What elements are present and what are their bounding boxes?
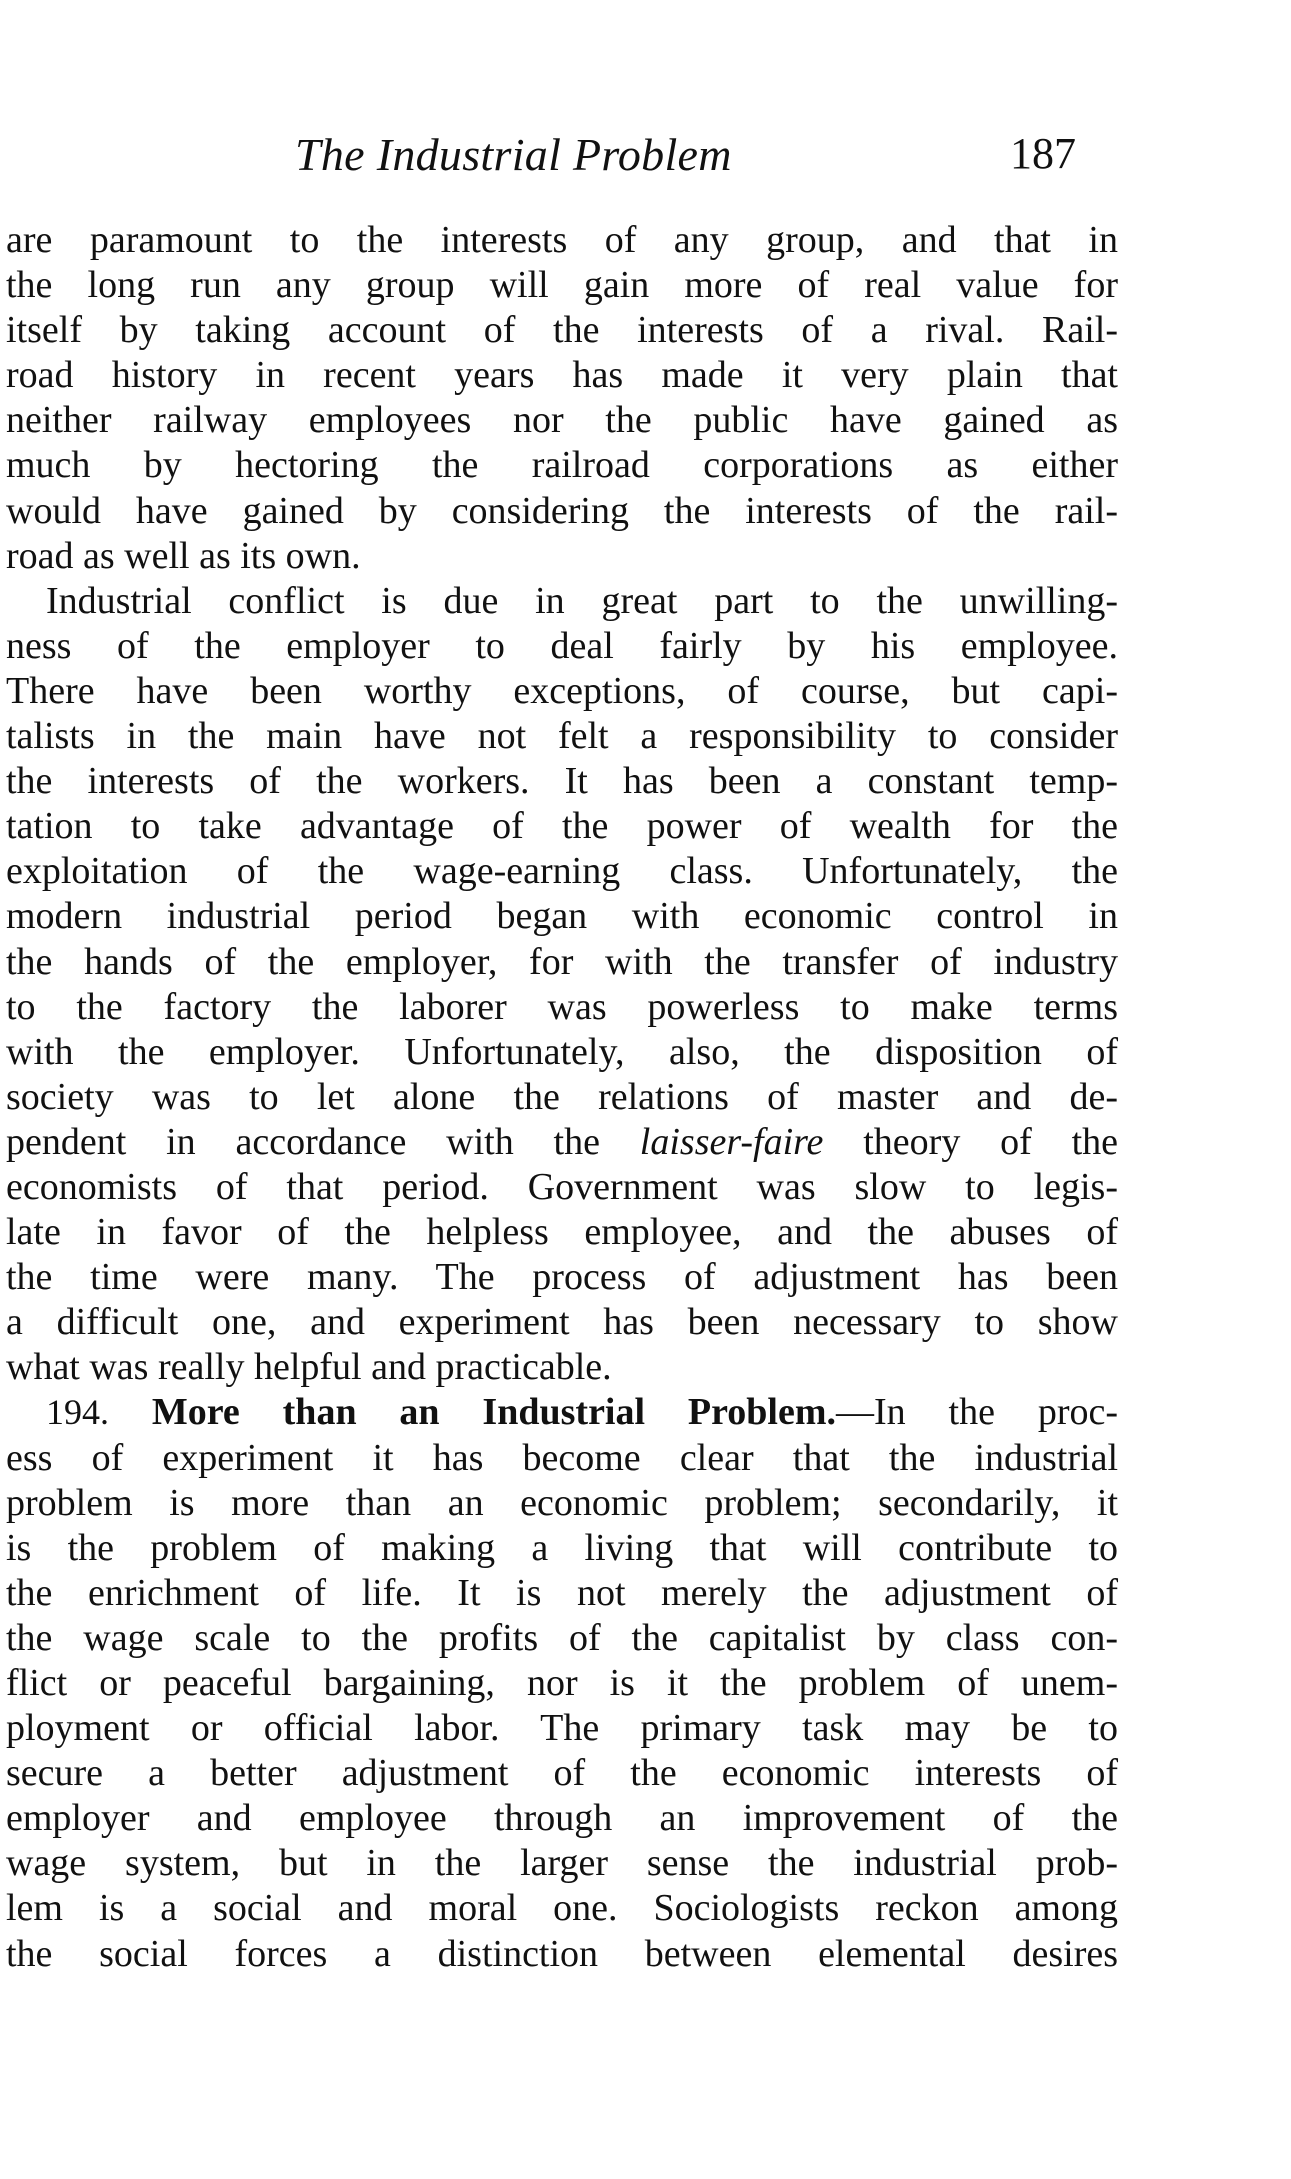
text-line: the wage scale to the profits of the capitalist by class con-: [6, 1616, 1118, 1659]
section-number: 194.: [46, 1392, 109, 1433]
section-heading-line: [6, 1390, 1118, 1435]
body-text: [6, 218, 1118, 1977]
text-line: problem is more than an economic problem; secondarily, it: [6, 1481, 1118, 1524]
text-segment: —In the proc-: [836, 1391, 1118, 1434]
text-line: the social forces a distinction between elemental desires: [6, 1932, 1118, 1975]
text-line: what was really helpful and practicable.: [6, 1346, 612, 1389]
text-line: the hands of the employer, for with the transfer of industry: [6, 940, 1118, 983]
text-line: [6, 1120, 1118, 1165]
text-line: modern industrial period began with economic control in: [6, 895, 1118, 938]
text-line: with the employer. Unfortunately, also, the disposition of: [6, 1030, 1118, 1073]
text-line: There have been worthy exceptions, of course, but capi-: [6, 669, 1118, 712]
text-line: to the factory the laborer was powerless to make terms: [6, 985, 1118, 1028]
text-line: flict or peaceful bargaining, nor is it the problem of unem-: [6, 1662, 1118, 1704]
text-line: neither railway employees nor the public have gained as: [6, 399, 1118, 442]
text-line: ployment or official labor. The primary task may be to: [6, 1707, 1118, 1750]
text-line: Industrial conflict is due in great part to the unwilling-: [46, 579, 1118, 622]
text-line: are paramount to the interests of any group, and that in: [6, 219, 1118, 261]
text-line: itself by taking account of the interests of a rival. Rail-: [6, 309, 1118, 352]
text-line: exploitation of the wage-earning class. Unfortunately, the: [6, 850, 1118, 893]
italic-term: laisser-faire: [639, 1120, 824, 1163]
text-line: ess of experiment it has become clear that the industrial: [6, 1436, 1118, 1479]
text-line: lem is a social and moral one. Sociologists reckon among: [6, 1887, 1118, 1930]
text-segment: pendent in accordance with the: [6, 1120, 600, 1163]
text-line: the enrichment of life. It is not merely the adjustment of: [6, 1571, 1118, 1614]
text-line: economists of that period. Government was slow to legis-: [6, 1165, 1118, 1208]
text-line: society was to let alone the relations of master and de-: [6, 1075, 1118, 1118]
text-line: road as well as its own.: [6, 534, 361, 577]
running-head: [0, 128, 1291, 188]
text-segment: theory of the: [863, 1120, 1119, 1163]
text-line: the interests of the workers. It has been a constant temp-: [6, 760, 1118, 803]
text-line: ness of the employer to deal fairly by his employee.: [6, 624, 1118, 667]
text-line: wage system, but in the larger sense the industrial prob-: [6, 1842, 1118, 1885]
section-heading: More than an Industrial Problem.: [151, 1391, 837, 1434]
text-line: secure a better adjustment of the economic interests of: [6, 1752, 1118, 1795]
text-line: the time were many. The process of adjustment has been: [6, 1256, 1118, 1299]
text-line: tation to take advantage of the power of wealth for the: [6, 805, 1118, 848]
text-line: employer and employee through an improvement of the: [6, 1797, 1118, 1840]
text-line: much by hectoring the railroad corporations as either: [6, 444, 1118, 487]
text-line: is the problem of making a living that will contribute to: [6, 1526, 1118, 1569]
text-line: late in favor of the helpless employee, and the abuses of: [6, 1211, 1118, 1254]
text-line: the long run any group will gain more of real value for: [6, 264, 1118, 307]
page-number: 187: [1010, 129, 1076, 178]
text-line: talists in the main have not felt a responsibility to consider: [6, 715, 1118, 758]
text-line: would have gained by considering the interests of the rail-: [6, 489, 1118, 532]
text-line: a difficult one, and experiment has been necessary to show: [6, 1301, 1118, 1344]
text-line: road history in recent years has made it very plain that: [6, 354, 1118, 397]
running-title: The Industrial Problem: [295, 129, 732, 180]
